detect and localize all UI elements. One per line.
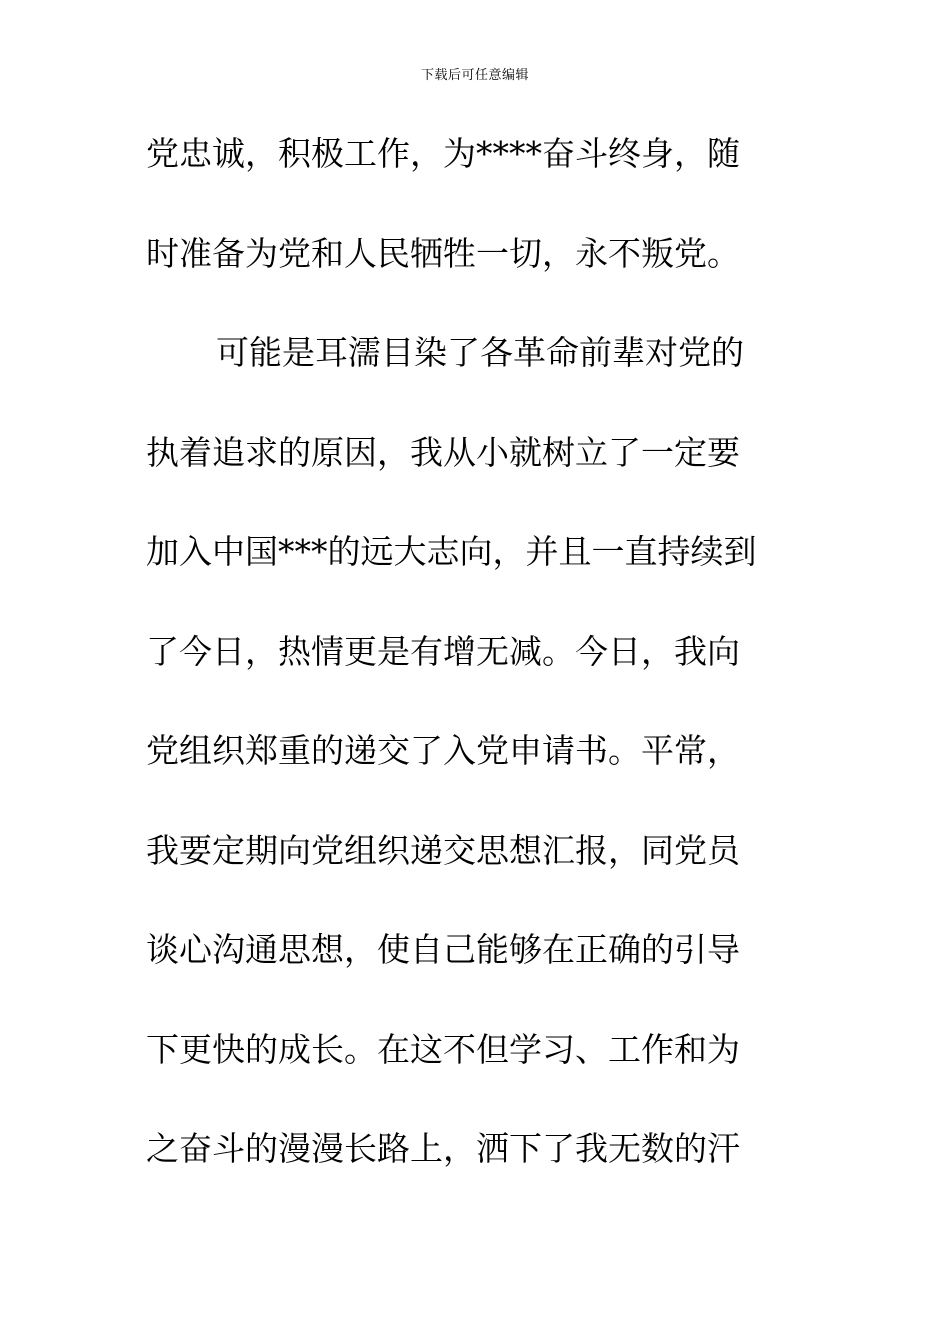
text-line: 党组织郑重的递交了入党申请书。平常， (146, 731, 740, 770)
text-line: 执着追求的原因，我从小就树立了一定要 (146, 432, 740, 472)
text-line: 之奋斗的漫漫长路上，洒下了我无数的汗 (146, 1129, 740, 1168)
text-line: 我要定期向党组织递交思想汇报，同党员 (146, 830, 740, 870)
body-text (146, 122, 826, 1217)
text-line: 时准备为党和人民牺牲一切，永不叛党。 (146, 233, 740, 273)
text-line: 加入中国***的远大志向，并且一直持续到 (146, 532, 757, 571)
text-line: 党忠诚，积极工作，为****奋斗终身，随 (146, 134, 740, 173)
text-line: 了今日，热情更是有增无减。今日，我向 (146, 631, 740, 671)
text-line: 下更快的成长。在这不但学习、工作和为 (146, 1029, 740, 1069)
paragraph-start-line: 可能是耳濡目染了各革命前辈对党的 (216, 333, 744, 372)
text-line: 谈心沟通思想，使自己能够在正确的引导 (146, 930, 740, 969)
header-note: 下载后可任意编辑 (420, 68, 529, 83)
